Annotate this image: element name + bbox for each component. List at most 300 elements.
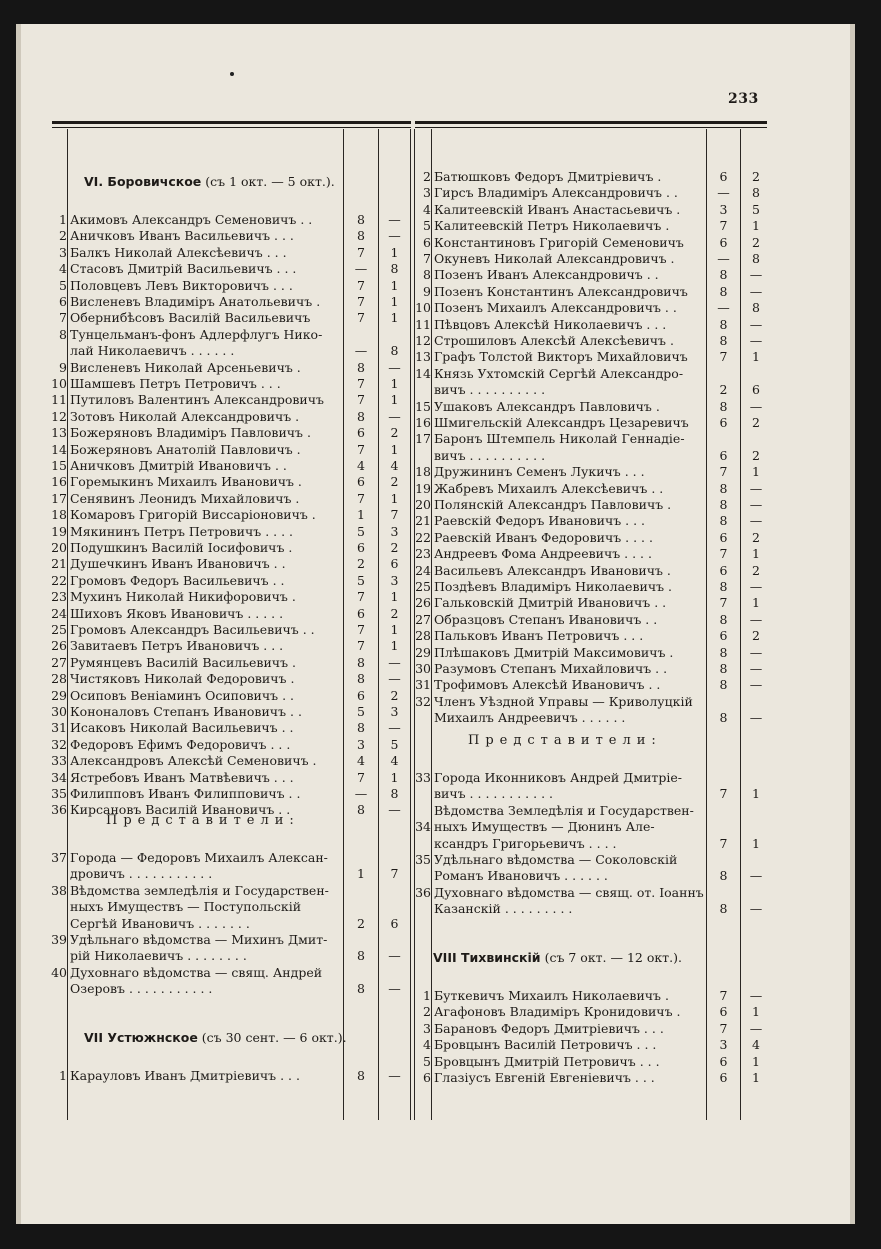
member-name: Позенъ Константинъ Александровичъ xyxy=(434,283,688,299)
row-number: 2 xyxy=(423,1004,431,1020)
member-name: Гальковскій Дмитрій Ивановичъ . . xyxy=(434,595,667,611)
vote-count-1: 7 xyxy=(357,277,365,293)
member-name: Раевскій Иванъ Федоровичъ . . . . xyxy=(434,529,653,545)
row-number: 9 xyxy=(423,283,431,299)
member-name: Висленевъ Николай Арсеньевичъ . xyxy=(70,359,301,375)
row-number: 36 xyxy=(51,802,67,818)
vote-count-1: 8 xyxy=(719,513,728,529)
vote-count-2: 2 xyxy=(390,605,399,621)
vote-count-2: 1 xyxy=(390,244,399,260)
vote-count-1: 6 xyxy=(719,628,728,644)
vote-count-2: 1 xyxy=(752,218,760,234)
row-number: 6 xyxy=(423,234,431,250)
row-number: 19 xyxy=(51,523,67,539)
row-number: 2 xyxy=(423,169,431,184)
vote-count-2: 8 xyxy=(752,185,760,201)
vote-count-2: — xyxy=(749,513,763,529)
vote-count-2: 1 xyxy=(752,786,760,802)
vote-count-2: 1 xyxy=(752,464,760,480)
vote-count-2: 1 xyxy=(752,835,760,851)
vote-count-1: 2 xyxy=(719,382,728,398)
row-number: 18 xyxy=(415,464,431,480)
vote-count-2: — xyxy=(388,228,401,244)
header-rule-left xyxy=(52,121,411,124)
vote-count-1: 5 xyxy=(357,523,365,539)
member-name: Васильевъ Александръ Ивановичъ . xyxy=(434,562,671,578)
row-number: 28 xyxy=(51,671,67,687)
vote-count-2: — xyxy=(749,868,763,884)
vote-count-2: — xyxy=(749,988,763,1003)
vote-count-1: 8 xyxy=(719,677,728,693)
row-number: 13 xyxy=(415,349,431,365)
member-name: Балкъ Николай Алексѣевичъ . . . xyxy=(70,244,287,260)
member-name: Озеровъ . . . . . . . . . . . xyxy=(70,981,213,997)
page-number: 233 xyxy=(728,91,759,107)
vote-count-2: 8 xyxy=(390,343,399,359)
vote-count-2: 6 xyxy=(752,382,760,398)
vote-count-1: 4 xyxy=(357,458,365,473)
vote-count-2: 4 xyxy=(752,1037,760,1053)
row-number: 28 xyxy=(415,628,431,644)
vote-count-2: 1 xyxy=(752,546,760,562)
member-name: Путиловъ Валентинъ Александровичъ xyxy=(70,392,324,408)
row-number: 34 xyxy=(51,769,67,785)
row-number: 21 xyxy=(51,556,67,572)
vote-count-2: 1 xyxy=(390,441,399,457)
vote-count-1: 6 xyxy=(719,1004,728,1020)
vote-count-2: — xyxy=(749,480,763,496)
vote-count-2: — xyxy=(388,802,401,818)
vote-count-2: 2 xyxy=(752,415,760,430)
member-name: Пальковъ Иванъ Петровичъ . . . xyxy=(434,628,644,644)
member-name: Баронъ Штемпель Николай Геннадіе- xyxy=(434,431,685,447)
vote-count-2: — xyxy=(749,661,763,676)
vote-count-2: 1 xyxy=(390,392,399,408)
vote-count-2: 8 xyxy=(752,300,760,316)
member-name: Андреевъ Фома Андреевичъ . . . . xyxy=(434,546,652,562)
vote-count-1: 6 xyxy=(719,234,728,250)
vote-count-2: — xyxy=(749,283,763,299)
member-name: ныхъ Имуществъ — Поступольскій xyxy=(70,899,302,915)
vote-count-2: — xyxy=(749,497,763,512)
vote-count-1: 5 xyxy=(357,704,365,719)
section-dates: (съ 1 окт. — 5 окт.). xyxy=(205,174,335,189)
row-number: 22 xyxy=(415,529,431,545)
member-name: Божеряновъ Владиміръ Павловичъ . xyxy=(70,425,311,441)
member-name: Михаилъ Андреевичъ . . . . . . xyxy=(434,710,626,726)
vote-count-1: 2 xyxy=(357,556,365,572)
vote-count-1: 8 xyxy=(719,611,728,627)
vote-count-1: 7 xyxy=(357,589,365,605)
row-number: 37 xyxy=(51,850,67,865)
row-number: 15 xyxy=(51,458,67,473)
vote-count-1: 1 xyxy=(357,866,365,882)
vote-count-2: — xyxy=(749,398,763,414)
vote-count-2: — xyxy=(749,644,763,660)
row-number: 7 xyxy=(59,310,67,326)
row-number: 2 xyxy=(59,228,67,244)
vote-count-2: 1 xyxy=(752,349,760,365)
vote-count-1: 8 xyxy=(357,802,365,818)
vote-count-1: 8 xyxy=(357,720,365,736)
vote-count-2: 8 xyxy=(390,786,399,801)
vote-count-1: 8 xyxy=(719,316,728,332)
row-number: 38 xyxy=(51,882,67,898)
vote-count-1: 6 xyxy=(719,529,728,545)
row-number: 32 xyxy=(51,736,67,752)
vote-count-1: 7 xyxy=(357,392,365,408)
row-number: 19 xyxy=(415,480,431,496)
vote-count-1: — xyxy=(354,786,368,801)
col-separator-left xyxy=(410,129,411,1120)
member-name: Душечкинъ Иванъ Ивановичъ . . xyxy=(70,556,286,572)
vote-count-1: 7 xyxy=(719,546,728,562)
member-name: Подушкинъ Василій Іосифовичъ . xyxy=(70,540,293,555)
row-number: 1 xyxy=(423,988,431,1003)
section-dates: (съ 30 сент. — 6 окт.). xyxy=(201,1030,347,1045)
member-name: Плѣшаковъ Дмитрій Максимовичъ . xyxy=(434,644,674,660)
row-number: 8 xyxy=(59,326,67,342)
vote-count-1: 8 xyxy=(357,212,365,227)
vote-count-2: — xyxy=(749,1020,763,1036)
vote-count-2: 8 xyxy=(752,251,760,266)
member-name: Александровъ Алексѣй Семеновичъ . xyxy=(70,753,317,769)
member-name: Романъ Ивановичъ . . . . . . xyxy=(434,868,608,884)
member-name: Шиховъ Яковъ Ивановичъ . . . . . xyxy=(70,605,284,621)
member-name: Жабревъ Михаилъ Алексѣевичъ . . xyxy=(434,480,664,496)
vote-count-1: 6 xyxy=(719,1070,728,1085)
vote-count-1: 4 xyxy=(357,753,365,769)
vote-count-1: 7 xyxy=(719,349,728,365)
vote-count-2: 7 xyxy=(390,507,399,523)
vote-count-2: 1 xyxy=(390,638,399,654)
row-number: 31 xyxy=(415,677,431,693)
vote-count-2: 5 xyxy=(752,201,760,217)
member-name: Буткевичъ Михаилъ Николаевичъ . xyxy=(434,988,669,1003)
row-number: 29 xyxy=(51,687,67,703)
vote-count-1: 6 xyxy=(719,415,728,430)
row-number: 10 xyxy=(415,300,431,316)
vote-count-1: — xyxy=(354,261,368,277)
member-name: Исаковъ Николай Васильевичъ . . xyxy=(70,720,294,736)
row-number: 26 xyxy=(415,595,431,611)
vote-count-1: 7 xyxy=(719,595,728,611)
member-name: Города — Федоровъ Михаилъ Алексан- xyxy=(70,850,328,865)
vote-count-2: — xyxy=(749,677,763,693)
row-number: 26 xyxy=(51,638,67,654)
vote-count-1: 7 xyxy=(357,622,365,637)
row-number: 10 xyxy=(51,376,67,391)
row-number: 7 xyxy=(423,251,431,266)
vote-count-2: 4 xyxy=(390,753,399,769)
vote-count-2: 8 xyxy=(390,261,399,277)
row-number: 4 xyxy=(423,1037,431,1053)
vote-count-2: 2 xyxy=(752,234,760,250)
page-right-edge xyxy=(850,24,855,1224)
vote-count-1: 8 xyxy=(357,671,365,687)
member-name: Акимовъ Александръ Семеновичъ . . xyxy=(70,212,313,227)
vote-count-2: — xyxy=(749,901,763,917)
vote-count-2: 1 xyxy=(752,1053,760,1069)
member-name: Гирсъ Владиміръ Александровичъ . . xyxy=(434,185,678,201)
row-number: 29 xyxy=(415,644,431,660)
member-name: Князь Ухтомскій Сергѣй Александро- xyxy=(434,365,684,381)
member-name: Аничковъ Иванъ Васильевичъ . . . xyxy=(70,228,294,244)
member-name: Трофимовъ Алексѣй Ивановичъ . . xyxy=(434,677,661,693)
row-number: 17 xyxy=(51,490,67,506)
vote-count-2: — xyxy=(749,710,763,726)
vote-count-1: — xyxy=(717,251,730,266)
vote-count-1: 8 xyxy=(357,228,365,244)
member-name: лай Николаевичъ . . . . . . xyxy=(70,343,235,359)
member-name: Поздѣевъ Владиміръ Николаевичъ . xyxy=(434,579,672,594)
row-number: 21 xyxy=(415,513,431,529)
row-number: 5 xyxy=(59,277,67,293)
member-name: Ушаковъ Александръ Павловичъ . xyxy=(434,398,660,414)
representatives-heading: Представители: xyxy=(468,733,662,748)
vote-count-1: 7 xyxy=(357,310,365,326)
member-name: Мякининъ Петръ Петровичъ . . . . xyxy=(70,523,294,539)
section-title-viii xyxy=(433,950,682,965)
member-name: Батюшковъ Федоръ Дмитріевичъ . xyxy=(434,169,662,184)
vote-count-2: 3 xyxy=(390,523,399,539)
row-number: 40 xyxy=(51,964,67,980)
row-number: 3 xyxy=(59,244,67,260)
vote-count-2: 2 xyxy=(390,474,399,490)
member-name: Агафоновъ Владиміръ Кронидовичъ . xyxy=(434,1004,681,1020)
vote-count-2: 2 xyxy=(752,628,760,644)
vote-count-1: 7 xyxy=(357,490,365,506)
row-number: 36 xyxy=(415,884,431,900)
vote-count-1: 6 xyxy=(357,474,365,490)
vote-count-1: 8 xyxy=(719,497,728,512)
vote-count-1: 8 xyxy=(357,948,365,964)
row-number: 20 xyxy=(51,540,67,555)
vote-count-1: 8 xyxy=(357,654,365,670)
member-name: Духовнаго вѣдомства — свящ. от. Іоаннъ xyxy=(434,884,704,900)
member-name: Позенъ Иванъ Александровичъ . . xyxy=(434,267,659,283)
vote-count-1: 7 xyxy=(357,638,365,654)
member-name: Образцовъ Степанъ Ивановичъ . . xyxy=(434,611,658,627)
vote-count-2: 1 xyxy=(752,1070,760,1085)
row-number: 13 xyxy=(51,425,67,441)
member-name: Строшиловъ Алексѣй Алексѣевичъ . xyxy=(434,333,674,348)
vote-count-1: 7 xyxy=(357,294,365,309)
row-number: 39 xyxy=(51,932,67,947)
row-number: 16 xyxy=(415,415,431,430)
vote-count-2: 2 xyxy=(390,540,399,555)
member-name: Божеряновъ Анатолій Павловичъ . xyxy=(70,441,301,457)
member-name: Глазіусъ Евгеній Евгеніевичъ . . . xyxy=(434,1070,655,1085)
section-dates: (съ 7 окт. — 12 окт.). xyxy=(544,950,682,965)
row-number: 3 xyxy=(423,185,431,201)
vote-count-2: 6 xyxy=(390,915,399,931)
member-name: ксандръ Григорьевичъ . . . . xyxy=(434,835,617,851)
vote-count-1: 7 xyxy=(719,835,728,851)
member-name: Чистяковъ Николай Федоровичъ . xyxy=(70,671,295,687)
vote-count-2: — xyxy=(388,212,401,227)
member-name: Висленевъ Владиміръ Анатольевичъ . xyxy=(70,294,321,309)
vote-count-1: 6 xyxy=(357,687,365,703)
vote-count-1: 8 xyxy=(719,661,728,676)
member-name: Половцевъ Левъ Викторовичъ . . . xyxy=(70,277,293,293)
row-number: 27 xyxy=(51,654,67,670)
vote-count-1: 8 xyxy=(357,981,365,997)
row-number: 33 xyxy=(415,770,431,785)
vote-count-2: — xyxy=(749,316,763,332)
vote-count-2: 1 xyxy=(752,1004,760,1020)
member-name: Позенъ Михаилъ Александровичъ . . xyxy=(434,300,677,316)
vote-count-2: — xyxy=(388,948,401,964)
member-name: Константиновъ Григорій Семеновичъ xyxy=(434,234,684,250)
row-number: 27 xyxy=(415,611,431,627)
member-name: Осиповъ Веніаминъ Осиповичъ . . xyxy=(70,687,294,703)
member-name: Калитеевскій Иванъ Анастасьевичъ . xyxy=(434,201,681,217)
vote-count-1: 3 xyxy=(719,201,728,217)
vote-count-2: 1 xyxy=(390,589,399,605)
vote-count-2: 1 xyxy=(390,310,399,326)
row-number: 16 xyxy=(51,474,67,490)
member-name: Тунцельманъ-фонъ Адлерфлугъ Нико- xyxy=(70,326,323,342)
vote-count-1: — xyxy=(717,185,730,201)
row-number: 11 xyxy=(51,392,67,408)
member-name: Обернибѣсовъ Василій Васильевичъ xyxy=(70,310,311,326)
row-number: 5 xyxy=(423,1053,431,1069)
vote-count-2: — xyxy=(388,671,401,687)
row-number: 12 xyxy=(415,333,431,348)
vote-count-1: 8 xyxy=(719,283,728,299)
vote-count-1: 8 xyxy=(719,333,728,348)
member-name: вичъ . . . . . . . . . . xyxy=(434,382,546,398)
vote-count-1: 6 xyxy=(357,425,365,441)
vote-count-2: — xyxy=(749,267,763,283)
vote-count-1: 7 xyxy=(357,769,365,785)
vote-count-1: 7 xyxy=(357,376,365,391)
row-number: 12 xyxy=(51,408,67,424)
member-name: Громовъ Федоръ Васильевичъ . . xyxy=(70,572,285,588)
vote-count-2: 4 xyxy=(390,458,399,473)
member-name: Вѣдомства Земледѣлія и Государствен- xyxy=(434,802,694,818)
member-name: Завитаевъ Петръ Ивановичъ . . . xyxy=(70,638,284,654)
member-name: Сенявинъ Леонидъ Михайловичъ . xyxy=(70,490,300,506)
vote-count-2: — xyxy=(388,359,401,375)
member-name: рій Николаевичъ . . . . . . . . xyxy=(70,948,247,964)
row-number: 35 xyxy=(415,852,431,867)
member-name: Калитеевскій Петръ Николаевичъ . xyxy=(434,218,670,234)
vote-count-1: 8 xyxy=(719,710,728,726)
vote-count-2: 2 xyxy=(390,425,399,441)
member-name: вичъ . . . . . . . . . . xyxy=(434,447,546,463)
vote-count-2: — xyxy=(388,654,401,670)
member-name: Сергѣй Ивановичъ . . . . . . . xyxy=(70,915,250,931)
row-number: 6 xyxy=(59,294,67,309)
row-number: 25 xyxy=(51,622,67,637)
vote-count-2: 1 xyxy=(390,294,399,309)
header-thin-rule-right xyxy=(415,127,767,128)
member-name: Кононаловъ Степанъ Ивановичъ . . xyxy=(70,704,302,719)
member-name: Окуневъ Николай Александровичъ . xyxy=(434,251,675,266)
row-number: 14 xyxy=(51,441,67,457)
vote-count-1: 7 xyxy=(357,244,365,260)
col-line-right-num xyxy=(431,129,432,1120)
header-rule-right xyxy=(415,121,767,124)
vote-count-2: — xyxy=(749,611,763,627)
member-name: Дружининъ Семенъ Лукичъ . . . xyxy=(434,464,645,480)
member-name: Удѣльнаго вѣдомства — Михинъ Дмит- xyxy=(70,932,328,947)
row-number: 33 xyxy=(51,753,67,769)
member-name: Шамшевъ Петръ Петровичъ . . . xyxy=(70,376,281,391)
row-number: 22 xyxy=(51,572,67,588)
row-number: 30 xyxy=(51,704,67,719)
vote-count-1: 6 xyxy=(357,605,365,621)
row-number: 35 xyxy=(51,786,67,801)
vote-count-1: 7 xyxy=(357,441,365,457)
member-name: Карауловъ Иванъ Дмитріевичъ . . . xyxy=(70,1068,300,1083)
vote-count-1: 8 xyxy=(357,1068,365,1083)
member-name: дровичъ . . . . . . . . . . . xyxy=(70,866,213,882)
vote-count-1: 3 xyxy=(357,736,365,752)
page-left-edge xyxy=(16,24,21,1224)
member-name: Стасовъ Дмитрій Васильевичъ . . . xyxy=(70,261,297,277)
member-name: Разумовъ Степанъ Михайловичъ . . xyxy=(434,661,668,676)
vote-count-2: — xyxy=(388,1068,401,1083)
col-line-left-num xyxy=(67,129,68,1120)
row-number: 17 xyxy=(415,431,431,447)
row-number: 20 xyxy=(415,497,431,512)
member-name: Членъ Уѣздной Управы — Криволуцкій xyxy=(434,693,693,709)
vote-count-1: 8 xyxy=(719,267,728,283)
member-name: Города Иконниковъ Андрей Дмитріе- xyxy=(434,770,682,785)
member-name: Пѣвцовъ Алексѣй Николаевичъ . . . xyxy=(434,316,667,332)
vote-count-1: 8 xyxy=(719,480,728,496)
vote-count-2: — xyxy=(388,981,401,997)
vote-count-1: 3 xyxy=(719,1037,728,1053)
member-name: вичъ . . . . . . . . . . . xyxy=(434,786,554,802)
member-name: Бровцынъ Василій Петровичъ . . . xyxy=(434,1037,657,1053)
vote-count-2: 1 xyxy=(390,490,399,506)
row-number: 5 xyxy=(423,218,431,234)
vote-count-2: 2 xyxy=(752,447,760,463)
vote-count-2: 7 xyxy=(390,866,399,882)
ink-speck xyxy=(230,72,234,76)
member-name: Ястребовъ Иванъ Матвѣевичъ . . . xyxy=(70,769,294,785)
vote-count-2: 3 xyxy=(390,704,399,719)
vote-count-1: 6 xyxy=(357,540,365,555)
vote-count-2: 1 xyxy=(390,769,399,785)
row-number: 11 xyxy=(415,316,431,332)
vote-count-2: — xyxy=(749,579,763,594)
row-number: 31 xyxy=(51,720,67,736)
section-name: VIII Тихвинскій xyxy=(433,950,541,965)
row-number: 34 xyxy=(415,819,431,835)
row-number: 24 xyxy=(51,605,67,621)
vote-count-1: 6 xyxy=(719,1053,728,1069)
vote-count-1: 1 xyxy=(357,507,365,523)
vote-count-2: 3 xyxy=(390,572,399,588)
section-name: VII Устюжнское xyxy=(84,1030,198,1045)
member-name: Румянцевъ Василій Васильевичъ . xyxy=(70,654,296,670)
row-number: 25 xyxy=(415,579,431,594)
vote-count-1: 8 xyxy=(719,579,728,594)
vote-count-2: 1 xyxy=(390,622,399,637)
section-name: VI. Боровичское xyxy=(84,174,202,189)
member-name: Филипповъ Иванъ Филипповичъ . . xyxy=(70,786,301,801)
member-name: Мухинъ Николай Никифоровичъ . xyxy=(70,589,296,605)
vote-count-2: 1 xyxy=(390,277,399,293)
member-name: Раевскій Федоръ Ивановичъ . . . xyxy=(434,513,646,529)
member-name: Барановъ Федоръ Дмитріевичъ . . . xyxy=(434,1020,664,1036)
vote-count-1: 6 xyxy=(719,562,728,578)
